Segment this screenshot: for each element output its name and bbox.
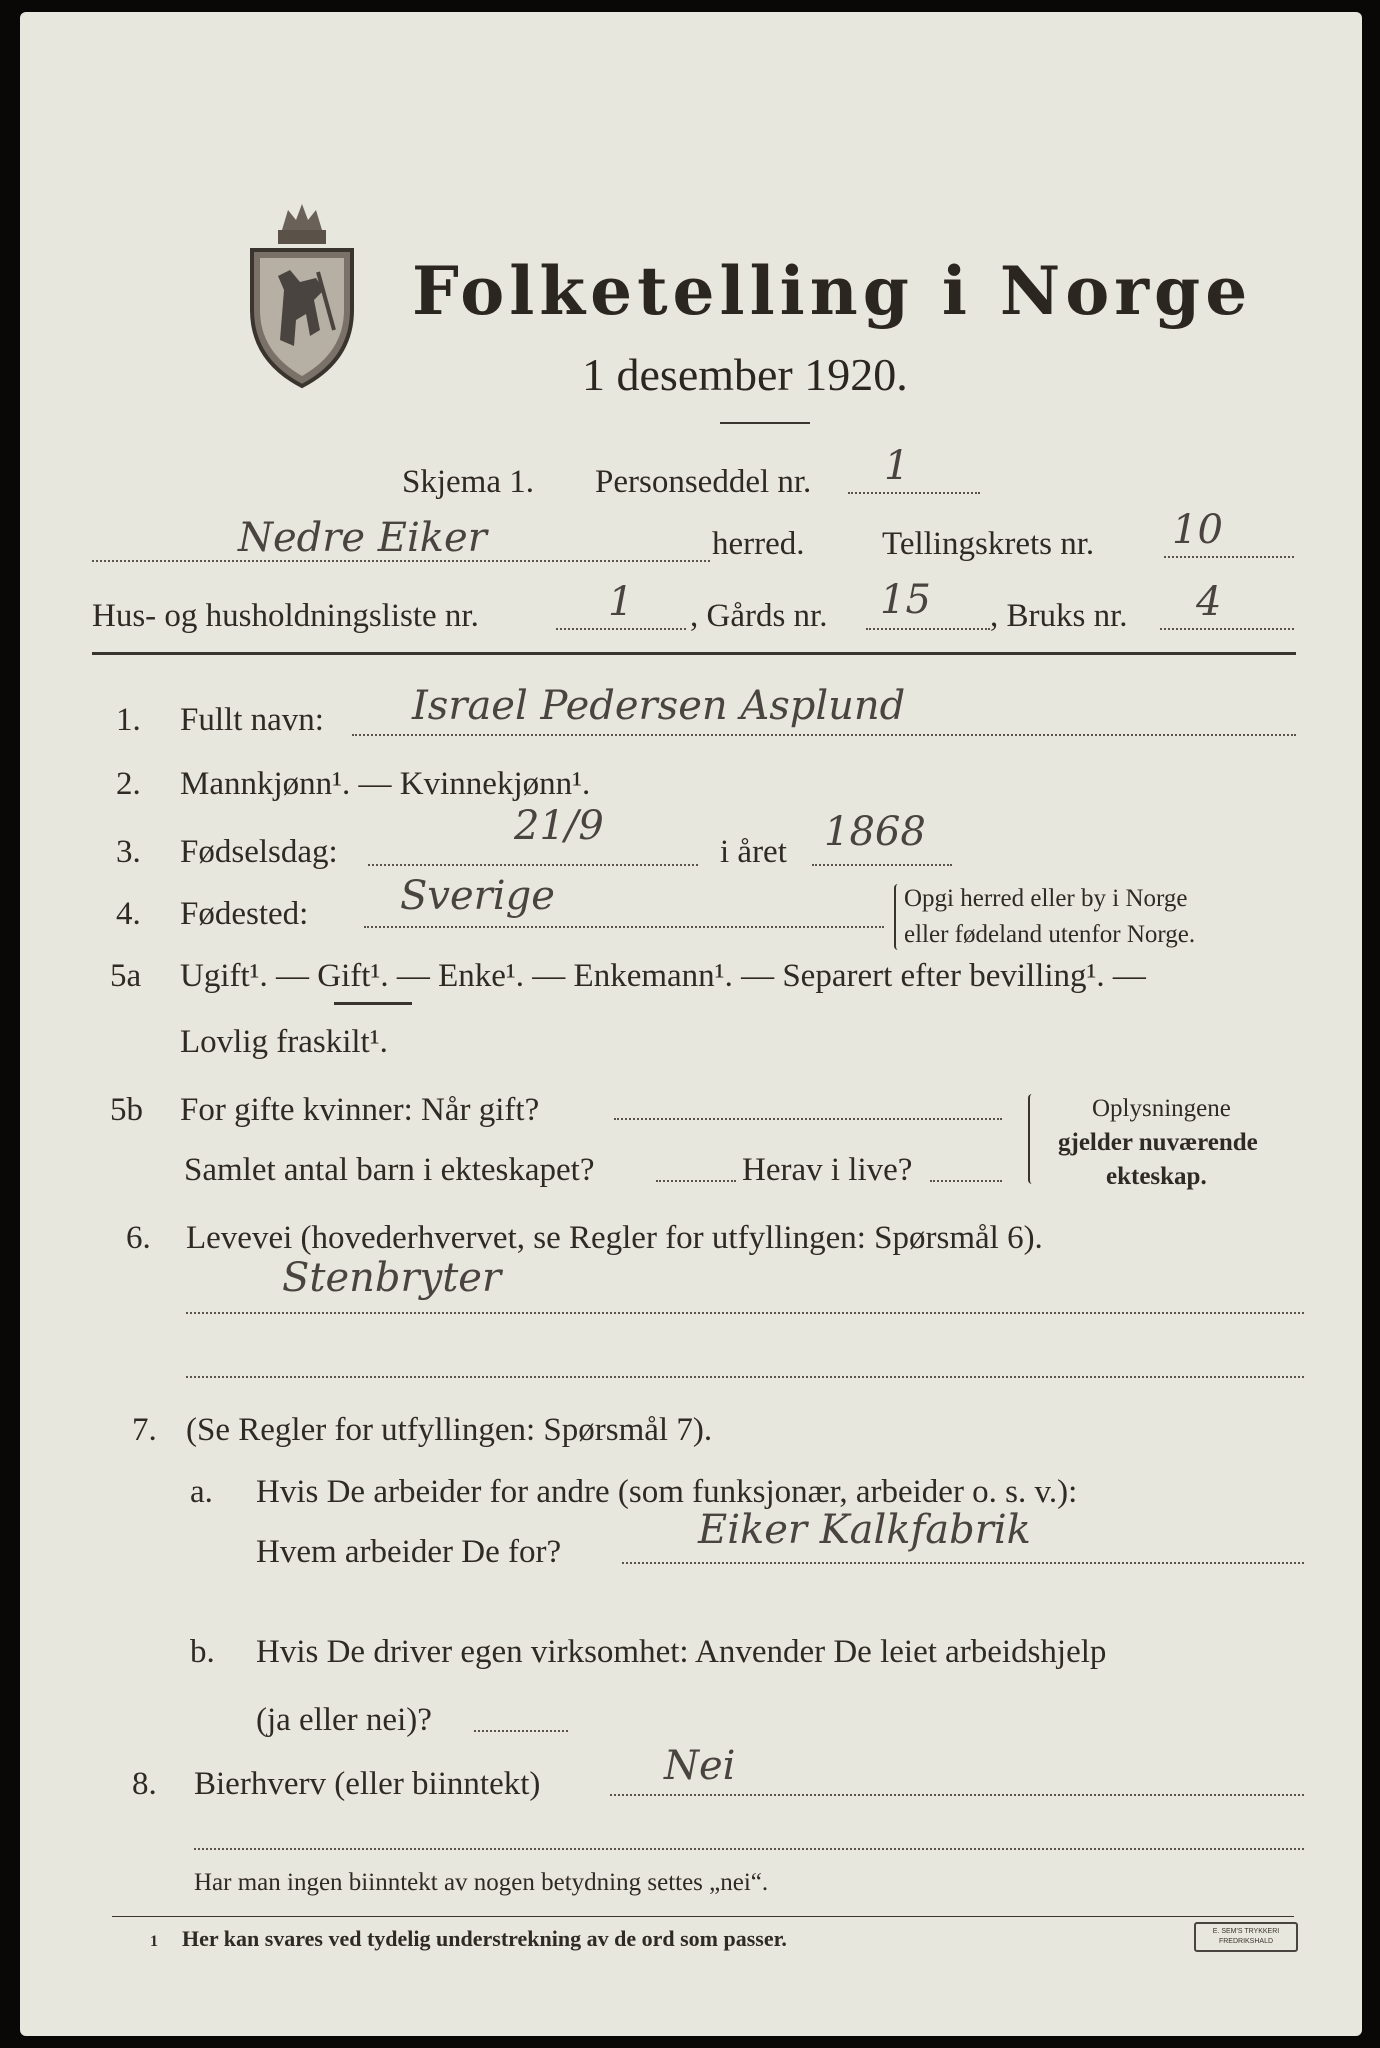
form-title: Folketelling i Norge	[412, 252, 1253, 330]
q2-label-gender: Mannkjønn¹. — Kvinnekjønn¹.	[180, 766, 591, 802]
q5b-when-married-line	[614, 1118, 1002, 1120]
q7a-employer-line	[622, 1562, 1304, 1564]
q4-note-line2: eller fødeland utenfor Norge.	[904, 921, 1196, 948]
herred-label: herred.	[712, 526, 805, 562]
tellingskrets-line	[1164, 556, 1294, 558]
q7a-employer-value[interactable]: Eiker Kalkfabrik	[698, 1507, 1031, 1553]
printer-stamp	[1194, 1922, 1298, 1952]
personseddel-value[interactable]: 1	[884, 443, 910, 489]
census-date: 1 desember 1920.	[582, 349, 908, 400]
q4-value-birthplace[interactable]: Sverige	[400, 873, 555, 919]
q3-year-value[interactable]: 1868	[824, 809, 926, 855]
q8-line	[610, 1794, 1304, 1796]
q1-label: Fullt navn:	[180, 702, 324, 738]
title-underline	[720, 422, 810, 424]
herred-value[interactable]: Nedre Eiker	[238, 515, 487, 561]
q5b-note-brace	[1028, 1094, 1036, 1184]
q2-number: 2.	[116, 766, 141, 802]
q4-number: 4.	[116, 896, 141, 932]
q8-label: Bierhverv (eller biinntekt)	[194, 1766, 541, 1802]
q5a-marital-options: Ugift¹. — Gift¹. — Enke¹. — Enkemann¹. — Separert efter bevilling¹. —	[180, 958, 1146, 994]
q3-year-line	[812, 864, 952, 866]
q7a-employer-label: Hvem arbeider De for?	[256, 1534, 562, 1570]
footnote-mark: 1	[150, 1933, 158, 1950]
bruks-line	[1160, 628, 1294, 630]
q8-note: Har man ingen biinntekt av nogen betydning settes „nei“.	[194, 1869, 769, 1896]
q6-line1	[186, 1312, 1304, 1314]
q7-label: (Se Regler for utfyllingen: Spørsmål 7).	[186, 1412, 713, 1448]
footnote-text: Her kan svares ved tydelig understrekning av de ord som passer.	[182, 1926, 787, 1951]
q7-number: 7.	[132, 1412, 157, 1448]
gards-label: , Gårds nr.	[690, 598, 828, 634]
q5b-alive-line	[930, 1180, 1002, 1182]
tellingskrets-label: Tellingskrets nr.	[882, 526, 1095, 562]
q5a-gift-underline	[334, 1002, 412, 1005]
q7b-line2: (ja eller nei)?	[256, 1702, 432, 1738]
printer-stamp-text: E. SEM'S TRYKKERI FREDRIKSHALD	[1212, 1928, 1280, 1945]
q8-line2	[194, 1848, 1304, 1850]
q3-year-label: i året	[720, 834, 787, 870]
gards-value[interactable]: 15	[880, 577, 931, 623]
q5b-note-line2: gjelder nuværende	[1058, 1129, 1258, 1156]
q8-number: 8.	[132, 1766, 157, 1802]
q1-value-full-name[interactable]: Israel Pedersen Asplund	[412, 683, 906, 729]
personseddel-line	[848, 492, 980, 494]
q4-note-brace	[894, 884, 902, 950]
q6-number: 6.	[126, 1220, 151, 1256]
q5b-note-line1: Oplysningene	[1092, 1095, 1231, 1122]
q5b-line1-label: For gifte kvinner: Når gift?	[180, 1092, 540, 1128]
q5a-number: 5a	[110, 958, 142, 994]
q6-value-occupation[interactable]: Stenbryter	[282, 1255, 502, 1301]
q5b-children-label: Samlet antal barn i ekteskapet?	[184, 1152, 595, 1188]
hus-line	[556, 628, 686, 630]
personseddel-label: Personseddel nr.	[595, 464, 812, 500]
hus-label: Hus- og husholdningsliste nr.	[92, 598, 479, 634]
q5b-number: 5b	[110, 1092, 143, 1128]
norwegian-coat-of-arms-emblem	[244, 190, 360, 390]
q3-value-birthday[interactable]: 21/9	[514, 803, 604, 849]
q3-line	[368, 864, 698, 866]
q7b-letter: b.	[190, 1634, 215, 1670]
gards-line	[866, 628, 990, 630]
tellingskrets-value[interactable]: 10	[1172, 507, 1223, 553]
hus-value[interactable]: 1	[608, 579, 634, 625]
q4-note-line1: Opgi herred eller by i Norge	[904, 885, 1188, 912]
bruks-label: , Bruks nr.	[990, 598, 1128, 634]
q3-label: Fødselsdag:	[180, 834, 338, 870]
q7b-line1: Hvis De driver egen virksomhet: Anvender De leiet arbeidshjelp	[256, 1634, 1107, 1670]
q3-number: 3.	[116, 834, 141, 870]
q4-line	[364, 926, 884, 928]
q1-number: 1.	[116, 702, 141, 738]
q7a-line1: Hvis De arbeider for andre (som funksjonær, arbeider o. s. v.):	[256, 1474, 1078, 1510]
bruks-value[interactable]: 4	[1196, 579, 1222, 625]
q5b-children-line	[656, 1180, 736, 1182]
header-divider	[92, 652, 1296, 655]
q7b-line	[474, 1730, 568, 1732]
footer-divider	[112, 1916, 1294, 1917]
q5a-marital-options-line2: Lovlig fraskilt¹.	[180, 1024, 388, 1060]
q6-label-occupation: Levevei (hovederhvervet, se Regler for utfyllingen: Spørsmål 6).	[186, 1220, 1043, 1256]
q6-line2	[186, 1376, 1304, 1378]
q5b-alive-label: Herav i live?	[742, 1152, 913, 1188]
q5b-note-line3: ekteskap.	[1106, 1163, 1207, 1190]
schema-label: Skjema 1.	[402, 464, 534, 500]
q7a-letter: a.	[190, 1474, 213, 1510]
q8-value[interactable]: Nei	[664, 1743, 736, 1789]
q4-label: Fødested:	[180, 896, 309, 932]
q1-line	[352, 734, 1296, 736]
